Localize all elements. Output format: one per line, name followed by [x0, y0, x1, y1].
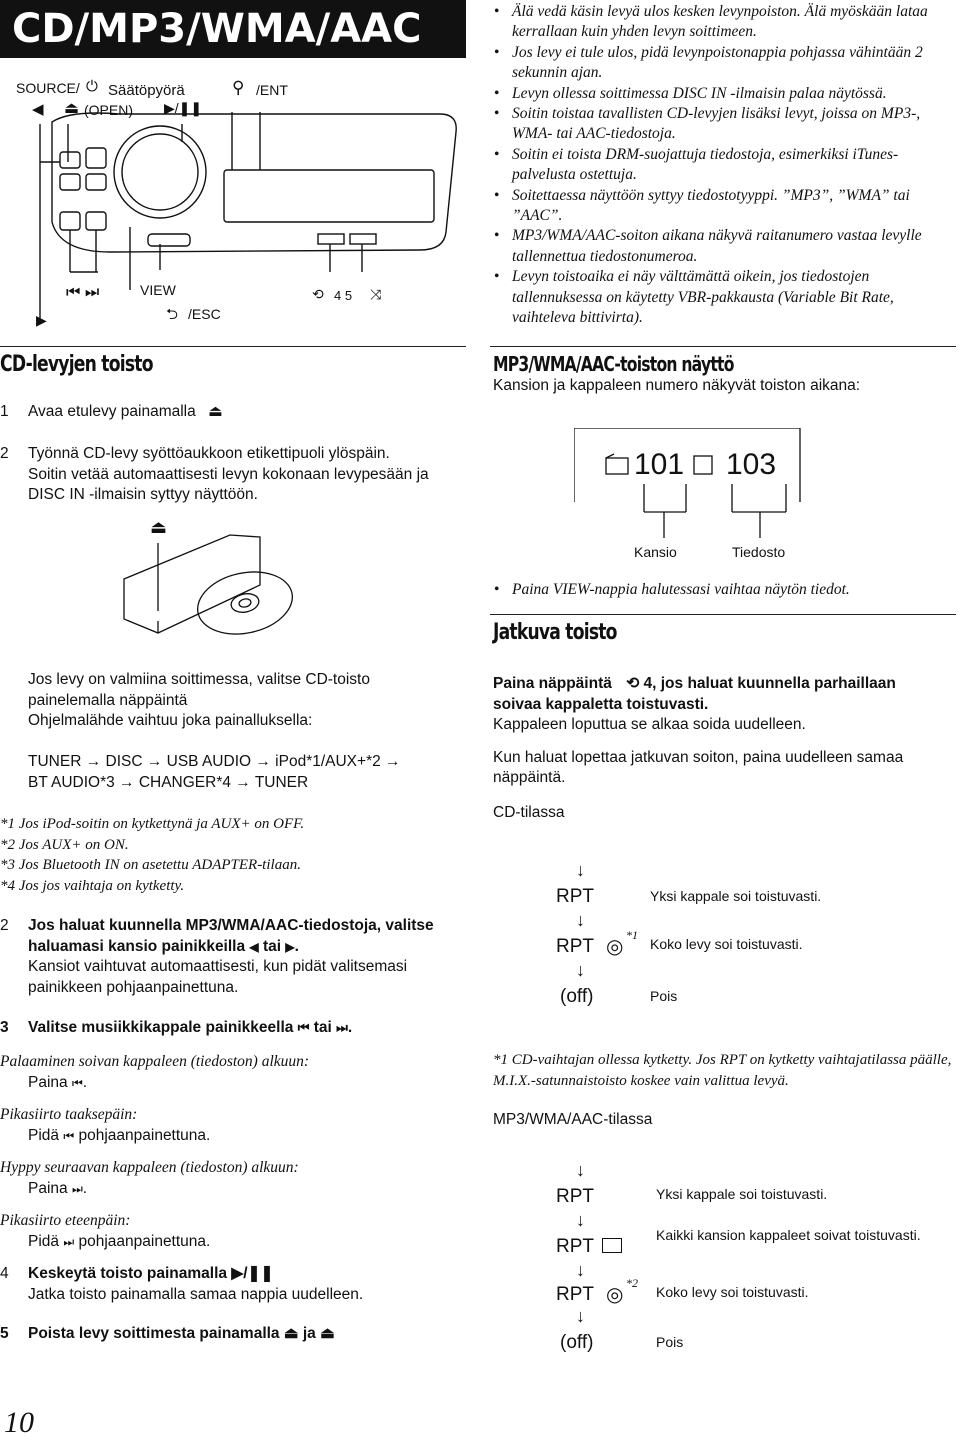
step-bold-text: Poista levy soittimesta painamalla	[28, 1325, 280, 1342]
step-3: 3 Valitse musiikkikappale painikkeella ⏮ tai ⏭.	[0, 1018, 466, 1039]
disc-icon: ◎	[606, 936, 624, 958]
footnote-marker: *1	[626, 928, 638, 942]
next-track-icon: ⏭	[63, 1234, 75, 1249]
display-intro: Kansion ja kappaleen numero näkyvät toiston aikana:	[493, 377, 861, 394]
mode-code: (off)	[560, 986, 594, 1007]
eject-icon: ⏏	[320, 1325, 335, 1342]
mode-description: Koko levy soi toistuvasti.	[650, 936, 803, 952]
paragraph: Jos levy on valmiina soittimessa, valitse CD-toisto painelemalla näppäintä	[28, 671, 370, 709]
mode-code: RPT	[556, 886, 594, 907]
page-number: 10	[4, 1406, 34, 1439]
sub-heading: Hyppy seuraavan kappaleen (tiedoston) alkuun:	[0, 1159, 299, 1176]
section-rule	[490, 614, 956, 615]
list-item: • Jos levy ei tule ulos, pidä levynpoistonappia pohjassa vähintään 2 sekunnin ajan.	[490, 43, 955, 84]
footnote: *2 Jos AUX+ on ON.	[0, 836, 129, 853]
step-text: Jatka toisto painamalla samaa nappia uudelleen.	[28, 1285, 364, 1303]
instruction-text: pohjaanpainettuna.	[78, 1232, 211, 1250]
ent-label: /ENT	[256, 82, 288, 98]
footnote: *1 Jos iPod-soitin on kytkettynä ja AUX+ on OFF.	[0, 816, 305, 832]
repeat-footnote: *1 CD-vaihtajan ollessa kytketty. Jos RPT on kytketty vaihtajatilassa päälle, M.I.X.-satunnaistoisto koskee vain valittua levyä.	[493, 1052, 952, 1089]
eject-icon: ⏏	[150, 517, 168, 537]
cd-repeat-cycle	[540, 860, 950, 1020]
footnote: *3 Jos Bluetooth IN on asetettu ADAPTER-tilaan.	[0, 857, 301, 873]
mode-description: Kaikki kansion kappaleet soivat toistuvasti.	[656, 1227, 921, 1243]
chain-line: BT AUDIO*3 → CHANGER*4 → TUNER	[28, 773, 309, 791]
mode-description: Yksi kappale soi toistuvasti.	[650, 888, 822, 904]
down-arrow-icon: ↓	[576, 960, 585, 980]
instruction-bold: soivaa kappaletta toistuvasti.	[493, 695, 709, 713]
list-item: • Älä vedä käsin levyä ulos kesken levynpoiston. Älä myöskään lataa kerrallaan kuin yhden levyn soittimeen.	[490, 2, 955, 43]
search-icon: ⚲	[232, 78, 245, 97]
source-chain	[28, 752, 458, 793]
power-icon: ⏻	[86, 78, 98, 95]
footnotes	[0, 814, 466, 896]
mode-code: RPT	[556, 1236, 594, 1257]
front-panel-diagram	[0, 62, 470, 332]
step-bold-text: haluamasi kansio painikkeilla	[28, 937, 246, 955]
view-label: VIEW	[140, 282, 176, 298]
step-number: 2	[0, 917, 9, 934]
mode-code: RPT	[556, 1284, 594, 1305]
play-pause-icon: ▶/❚❚	[231, 1265, 274, 1282]
instruction-bold: , jos haluat kuunnella parhaillaan	[652, 675, 896, 692]
saatopyora-label: Säätöpyörä	[108, 82, 185, 99]
down-arrow-icon: ↓	[576, 910, 585, 930]
down-arrow-icon: ↓	[576, 1260, 585, 1280]
step-number: 1	[0, 403, 9, 420]
footnote-marker: *2	[626, 1276, 638, 1290]
footnote: *4 Jos jos vaihtaja on kytketty.	[0, 877, 185, 894]
step-4	[0, 1264, 466, 1305]
list-item: • Soitin toistaa tavallisten CD-levyjen lisäksi levyt, joissa on MP3-, WMA- tai AAC-tiedostoja.	[490, 104, 955, 145]
down-arrow-icon: ↓	[576, 1210, 585, 1230]
mp3-repeat-cycle	[540, 1160, 950, 1360]
mode-code: RPT	[556, 936, 594, 957]
word-tai: tai	[262, 937, 282, 955]
mode-description: Yksi kappale soi toistuvasti.	[656, 1186, 828, 1202]
down-arrow-icon: ↓	[576, 860, 585, 880]
page-title: CD/MP3/WMA/AAC	[0, 0, 466, 58]
down-arrow-icon: ↓	[576, 1160, 585, 1180]
play-arrow-icon: ▶	[36, 312, 47, 328]
instruction-text: Pidä	[28, 1126, 60, 1144]
open-label: (OPEN)	[84, 102, 133, 118]
step-number: 3	[0, 1019, 9, 1036]
mode-label: CD-tilassa	[493, 803, 565, 821]
sub-heading: Pikasiirto eteenpäin:	[0, 1212, 131, 1229]
instruction-text: pohjaanpainettuna.	[78, 1126, 211, 1144]
source-para	[28, 670, 458, 732]
cd-section-heading: CD-levyjen toisto	[0, 352, 153, 377]
list-item: • Levyn toistoaika ei näy välttämättä oikein, jos tiedostojen tallennuksessa on käytetty VBR-pakkausta (Variable Bit Rate, vaihteleva bittivirta).	[490, 267, 955, 328]
display-bullet-list	[490, 580, 955, 600]
step-1	[0, 402, 466, 423]
eject-open-icon: ⏏	[283, 1325, 299, 1342]
mode-label: MP3/WMA/AAC-tilassa	[493, 1111, 653, 1128]
shuffle-icon: ⤨	[370, 286, 382, 302]
step-number: 2	[0, 445, 9, 462]
step-5	[0, 1324, 466, 1345]
prev-track-icon: ⏮	[297, 1020, 310, 1035]
mode-description: Koko levy soi toistuvasti.	[656, 1284, 809, 1300]
sub-heading: Palaaminen soivan kappaleen (tiedoston) alkuun:	[0, 1053, 310, 1070]
folder-label: Kansio	[634, 544, 677, 560]
prev-track-icon: ⏮	[63, 1128, 75, 1143]
right-arrow-icon: ▶	[285, 939, 295, 954]
step-2b: 2 Jos haluat kuunnella MP3/WMA/AAC-tiedostoja, valitse haluamasi kansio painikkeilla ◀ tai ▶. Kansiot vaihtuvat automaattisesti, kun pidät valitsemasi painikkeen pohjaanpainettuna.	[0, 916, 466, 998]
left-arrow-icon: ◀	[249, 939, 259, 954]
file-label: Tiedosto	[732, 544, 786, 560]
repeat-icon: ⟲	[312, 286, 324, 302]
list-item: • MP3/WMA/AAC-soiton aikana näkyvä raitanumero vastaa levylle tallennettua tiedostonumeroa.	[490, 226, 955, 267]
down-arrow-icon: ↓	[576, 1306, 585, 1326]
repeat-icon: ⟲	[626, 675, 640, 692]
next-track-icon: ⏭	[336, 1020, 348, 1035]
chain-line: TUNER → DISC → USB AUDIO → iPod*1/AUX+*2 →	[28, 753, 401, 770]
list-item: • Paina VIEW-nappia halutessasi vaihtaa näytön tiedot.	[490, 580, 955, 600]
paragraph: Ohjelmalähde vaihtuu joka painalluksella:	[28, 712, 313, 729]
next-track-icon: ⏭	[71, 1181, 83, 1196]
folder-number: 101	[634, 448, 685, 481]
prev-track-icon: ⏮	[71, 1075, 83, 1090]
mode-description: Pois	[656, 1334, 684, 1350]
key-number: 4	[643, 675, 653, 692]
file-number: 103	[726, 448, 777, 481]
step-bold-text: Jos haluat kuunnella MP3/WMA/AAC-tiedostoja, valitse	[28, 917, 434, 934]
repeat-intro	[493, 674, 955, 823]
step-bold-text: Valitse musiikkikappale painikkeella	[28, 1019, 294, 1036]
notes-list	[490, 2, 955, 329]
list-item: • Soitin ei toista DRM-suojattuja tiedostoja, esimerkiksi iTunes-palvelusta ostettuja.	[490, 145, 955, 186]
step-text: Avaa etulevy painamalla	[28, 403, 196, 420]
section-rule	[0, 346, 466, 347]
play-pause-icon: ▶/❚❚	[164, 100, 203, 116]
word-ja: ja	[302, 1325, 316, 1342]
skip-instructions: Palaaminen soivan kappaleen (tiedoston) alkuun: Paina ⏮. Pikasiirto taaksepäin: Pidä ⏮ pohjaanpainettuna. Hyppy seuraavan kappaleen (tiedoston) alkuun: Paina ⏭. Pikasiirto eteenpäin: Pidä ⏭ pohjaanpainettuna.	[0, 1052, 466, 1252]
prev-track-icon: ⏮ ⏭	[66, 284, 100, 301]
mode-code: (off)	[560, 1332, 594, 1353]
disc-insertion-illustration	[110, 515, 410, 645]
list-item: • Levyn ollessa soittimessa DISC IN -ilmaisin palaa näytössä.	[490, 84, 955, 104]
eject-open-icon: ⏏	[208, 403, 223, 420]
folder-icon	[602, 1238, 622, 1253]
instruction-text: Paina	[28, 1179, 68, 1197]
instruction-text: Paina	[28, 1073, 68, 1091]
paragraph: Kun haluat lopettaa jatkuvan soiton, paina uudelleen samaa näppäintä.	[493, 748, 904, 786]
num45-label: 4 5	[334, 288, 353, 303]
step-number: 5	[0, 1325, 9, 1342]
eject-open-icon: ⏏	[64, 100, 80, 117]
esc-label: /ESC	[188, 306, 221, 322]
instruction-text: Pidä	[28, 1232, 60, 1250]
step-2	[0, 444, 466, 506]
sub-heading: Pikasiirto taaksepäin:	[0, 1106, 138, 1123]
paragraph: Kappaleen loputtua se alkaa soida uudelleen.	[493, 716, 806, 733]
section-rule	[490, 346, 956, 347]
repeat-section-heading: Jatkuva toisto	[493, 620, 617, 645]
word-tai: tai	[313, 1019, 332, 1036]
list-item: • Soitettaessa näyttöön syttyy tiedostotyyppi. ”MP3”, ”WMA” tai ”AAC”.	[490, 186, 955, 227]
disc-icon: ◎	[606, 1284, 624, 1306]
step-bold-text: Työnnä CD-levy syöttöaukkoon etikettipuoli ylöspäin.	[28, 445, 390, 462]
step-number: 4	[0, 1265, 9, 1282]
display-section-heading: MP3/WMA/AAC-toiston näyttö	[493, 352, 734, 376]
mode-description: Pois	[650, 988, 678, 1004]
step-text: Kansiot vaihtuvat automaattisesti, kun pidät valitsemasi painikkeen pohjaanpainettuna.	[28, 958, 408, 996]
display-example	[574, 428, 954, 578]
prev-arrow-icon: ◀	[32, 101, 44, 118]
step-text: Soitin vetää automaattisesti levyn kokonaan levypesään ja DISC IN -ilmaisin syttyy näyttöön.	[28, 465, 429, 503]
instruction-bold: Paina näppäintä	[493, 675, 612, 692]
step-bold-text: Keskeytä toisto painamalla	[28, 1265, 227, 1282]
return-icon: ⮌	[166, 306, 179, 323]
mode-code: RPT	[556, 1186, 594, 1207]
source-label: SOURCE/	[16, 80, 80, 96]
